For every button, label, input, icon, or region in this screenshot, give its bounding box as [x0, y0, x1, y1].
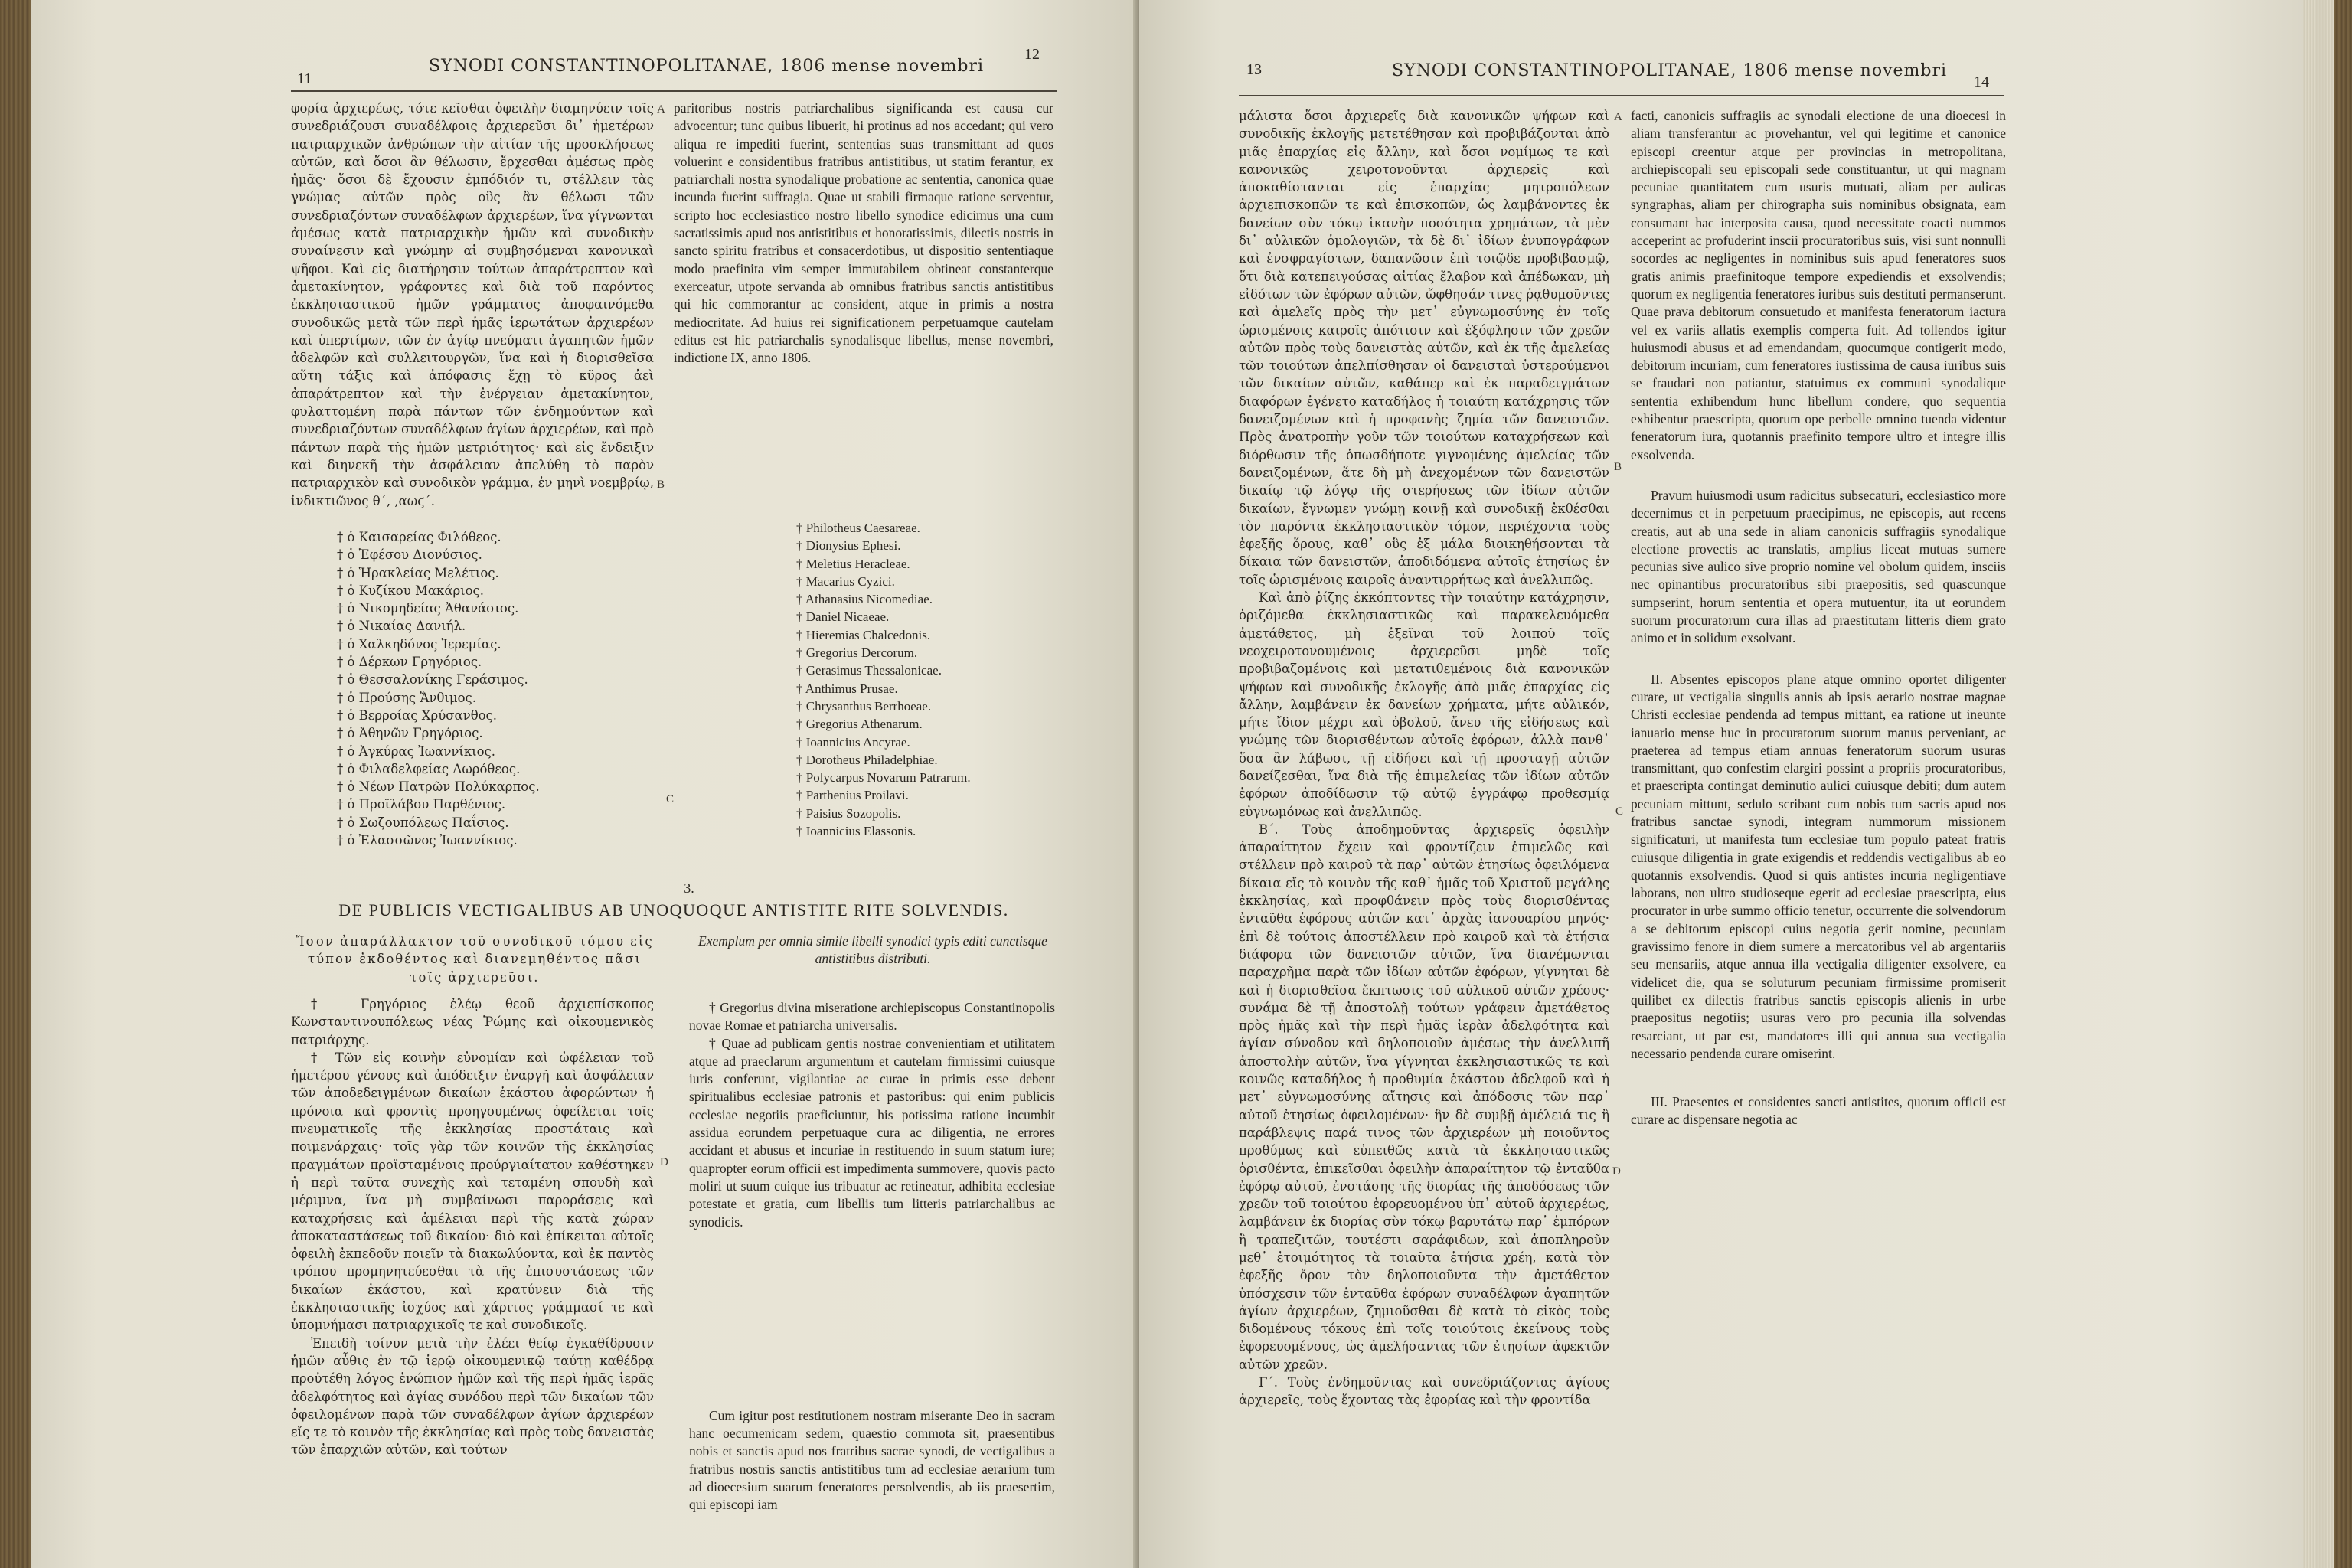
- latin-heading: [689, 933, 1057, 978]
- signature: † Ioannicius Ancyrae.: [796, 734, 910, 750]
- greek-paragraph: μάλιστα ὅσοι ἀρχιερεῖς διὰ κανονικῶν ψήφων καὶ συνοδικῆς ἐκλογῆς μετετέθησαν καὶ προβιβάζονται ἀπὸ μιᾶς ἐπαρχίας εἰς ἄλλην, καὶ ὅσοι νομίμως τε καὶ κανονικῶς χειροτονοῦνται ἀρχιερεῖς καὶ ἀποκαθίστανται εἰς ἐπαρχίας μητροπόλεων ἀρχιεπισκοπῶν τε καὶ ἐπισκοπῶν, ὡς λαμβάνοντες ἐκ δανείων σὺν τόκῳ ἱκανὴν ποσότητα χρημάτων, τὰ μὲν δι᾿ αὐλικῶν ὁμολογιῶν, τὰ δὲ δι᾿ ἰδίων ἐνυπογράφων καὶ ἐνσφραγίστων, δαπανῶσιν ἐπὶ τοιῷδε προβιβασμῷ, ὅτι διὰ κατεπειγούσας αἰτίας ἔλαβον καὶ ἀπέδωκαν, μὴ εἰδότων τῶν ἐφόρων αὐτῶν, ὥφθησάν τινες ῥᾳθυμοῦντες καὶ ἀμελεῖς πρὸς τὴν μετ᾿ εὐγνωμοσύνης ἐν τοῖς ὡρισμένοις καιροῖς ἀπότισιν καὶ ἐξόφλησιν τῶν χρεῶν αὐτῶν πρὸς τοὺς δανειστὰς αὐτῶν, καὶ ἐκ τῆς ἀμελείας τῶν τοιούτων ἀπελπίσθησαν οἱ δανεισταὶ ὑστερούμενοι τῶν δικαίων αὐτῶν, καθάπερ καὶ ἐκ παραδειγμάτων διαφόρων ἐγένετο καταδήλος ἡ τοιαύτη κατάχρησις τῶν δανειζομένων καὶ ἡ προφανὴς ζημία τῶν δανειστῶν. Πρὸς ἀνατροπὴν γοῦν τῶν τοιούτων καταχρήσεων καὶ διόρθωσιν τῆς ὁπωσδήποτε γιγνομένης ἀμελείας τῶν δανειζομένων, ἅτε δὴ μὴ ἀνεχομένων τῶν δανειστῶν δικαίῳ τῷ λόγῳ τῆς στερήσεως τῶν ἰδίων αὐτῶν δικαίων, ἔγνωμεν γνώμῃ κοινῇ καὶ συνοδικῇ ἐκθέσθαι τὸν παρόντα ἐκκλησιαστικὸν τόμον, περιέχοντα τοὺς ἐφεξῆς ὅρους, καθ᾿ οὓς ἐξ μάλα διοικηθήσονται τὰ δίκαια τῶν δανειστῶν, ἀποδιδόμενα αὐτοῖς ἐτησίως ἐν τοῖς ὡρισμένοις καιροῖς ἀναντιρρήτως καὶ ἀνελλιπῶς.: [1239, 109, 1609, 587]
- running-head-right: SYNODI CONSTANTINOPOLITANAE, 1806 mense novembri: [1392, 61, 1948, 80]
- signature: † Gregorius Dercorum.: [796, 645, 918, 661]
- greek-paragraph: Καὶ ἀπὸ ῥίζης ἐκκόπτοντες τὴν τοιαύτην κατάχρησιν, ὁριζόμεθα ἐκκλησιαστικῶς καὶ παρακελευόμεθα ἀμετάθετος, μὴ ἐξεῖναι τοῦ λοιποῦ τοῖς νεοχειροτονουμένοις ἀρχιερεῦσι μηδὲ τοῖς προβιβαζομένοις καὶ μετατιθεμένοις διὰ κανονικῶν ψήφων καὶ συνοδικῆς ἐκλογῆς ἀπὸ μιᾶς ἐπαρχίας εἰς ἄλλην, λαμβάνειν ἐκ δανείων χρήματα, μήτε αὐλικόν, μήτε ἴδιον μέχρι καὶ ὀβολοῦ, ἄνευ τῆς εἰδήσεως καὶ γνώμης τῶν διορισθέντων αὐτοῖς ἐφόρων, ἀλλὰ πανθ᾿ ὅσα ἂν λάβωσι, τῇ εἰδήσει καὶ τῇ προσταγῇ αὐτῶν δανείζεσθαι, ἵνα διὰ τῆς ἐπιμελείας τῶν ἰδίων αὐτῶν ἐφόρων ἀποδίδωσιν τῷ αὐτῷ ἐγγράφῳ προθεσμίᾳ εὐγνωμόνως καὶ ἀνελλιπῶς.: [1239, 590, 1609, 819]
- signature: † ὁ Χαλκηδόνος Ἱερεμίας.: [337, 636, 501, 652]
- greek-column-section3: [291, 995, 654, 1554]
- signature: † Meletius Heracleae.: [796, 556, 910, 571]
- signature: † ὁ Νικομηδείας Ἀθανάσιος.: [337, 601, 519, 616]
- signature: † Ioannicius Elassonis.: [796, 824, 916, 839]
- margin-letter-c: C: [666, 793, 675, 805]
- signature: † ὁ Ἀγκύρας Ἰωαννίκιος.: [337, 743, 496, 759]
- margin-letter-b: B: [657, 479, 665, 491]
- margin-letter-d: D: [660, 1156, 668, 1168]
- signature: † ὁ Θεσσαλονίκης Γεράσιμος.: [337, 672, 528, 688]
- signature: † ὁ Δέρκων Γρηγόριος.: [337, 655, 482, 670]
- signature: † Hieremias Chalcedonis.: [796, 627, 931, 642]
- signature: † Dionysius Ephesi.: [796, 538, 901, 554]
- greek-paragraph: † Γρηγόριος ἐλέῳ θεοῦ ἀρχιεπίσκοπος Κωνσταντινουπόλεως νέας Ῥώμης καὶ οἰκουμενικὸς πατριάρχης.: [291, 997, 654, 1047]
- page-number-14: 14: [1974, 74, 1989, 90]
- signature: † ὁ Φιλαδελφείας Δωρόθεος.: [337, 761, 521, 776]
- book-binding-left: [0, 0, 31, 1568]
- latin-paragraph: III. Praesentes et considentes sancti antistites, quorum officii est curare ac dispensare negotia ac: [1631, 1094, 2006, 1128]
- latin-heading-text: Exemplum per omnia simile libelli synodici typis editi cunctisque antistitibus distributi.: [698, 933, 1047, 967]
- latin-column-right: [1631, 107, 2006, 1554]
- signature: † ὁ Κυζίκου Μακάριος.: [337, 583, 485, 598]
- running-head-left: SYNODI CONSTANTINOPOLITANAE, 1806 mense novembri: [429, 57, 985, 76]
- signature: † ὁ Προϊλάβου Παρθένιος.: [337, 797, 506, 812]
- signature: † ὁ Ἐφέσου Διονύσιος.: [337, 547, 482, 563]
- book-binding-right: [2332, 0, 2352, 1568]
- signature: † ὁ Ἀθηνῶν Γρηγόριος.: [337, 726, 483, 741]
- signature: † Anthimus Prusae.: [796, 681, 898, 696]
- greek-column-right: [1239, 107, 1609, 1554]
- signature: † Chrysanthus Berrhoeae.: [796, 698, 932, 714]
- signature: † Gerasimus Thessalonicae.: [796, 663, 942, 678]
- greek-signatures: [291, 528, 643, 865]
- greek-paragraph: Ἐπειδὴ τοίνυν μετὰ τὴν ἐλέει θείῳ ἐγκαθίδρυσιν ἡμῶν αὖθις ἐν τῷ ἱερῷ οἰκουμενικῷ ταύτῃ καθέδρᾳ προὐτέθη λόγος ἐνώπιον ἡμῶν καὶ τῆς περὶ ἡμᾶς ἱερᾶς ἀδελφότητος καὶ ἁγίας συνόδου περὶ τῶν δικαίων τῶν ὀφειλομένων παρὰ τῶν συναδέλφων ἁγίων ἀρχιερέων εἴς τε τὸ κοινὸν τῆς ἐκκλησίας καὶ πρὸς τοὺς δανειστὰς τῶν ἐπαρχιῶν αὐτῶν, καὶ τούτων: [291, 1335, 654, 1458]
- latin-column-section3: [689, 999, 1055, 1554]
- greek-paragraph: Β΄. Τοὺς ἀποδημοῦντας ἀρχιερεῖς ὀφειλὴν ἀπαραίτητον ἔχειν καὶ φροντίζειν ἐπιμελῶς καὶ στέλλειν πρὸ καιροῦ τὰ παρ᾿ αὐτῶν ἐτησίως ὀφειλόμενα δίκαια εἴς τὸ κοινὸν τῆς καθ᾿ ἡμᾶς τοῦ Χριστοῦ μεγάλης ἐκκλησίας, καὶ προφθάνειν πρὸς τοὺς διορισθέντας ἐνταῦθα ἐφόρους αὐτῶν κατ᾿ ἀρχὰς ἰανουαρίου μηνός· ἐπὶ δὲ τούτοις ἀποστέλλειν πρὸ καιροῦ καὶ τὰ ἐτήσια διάφορα τῶν δανειστῶν αὐτῶν, ἵνα διανέμωνται παραχρῆμα παρὰ τῶν ἰδίων αὐτῶν ἐφόρων, γίγνηται δὲ καὶ ἡ διορισθεῖσα ἔκπτωσις τοῦ αὐλικοῦ αὐτῶν χρέους· συνάμα δὲ τῇ ἀποστολῇ τούτων γράφειν ἀμετάθετος πρὸς ἡμᾶς καὶ τὴν περὶ ἡμᾶς ἱερὰν ἀδελφότητα καὶ ἁγίαν σύνοδον καὶ δηλοποιοῦν ἀμέσως τὴν ἀνελλιπῆ ἀποστολὴν αὐτῶν, ἵνα γίγνηται ἐκκλησιαστικῶς τε καὶ κοινῶς καταδήλος ἡ προθυμία ἑκάστου ἀδελφοῦ καὶ ἡ μετ᾿ εὐγνωμοσύνης αἴτησις καὶ ἀπόδοσις τῶν παρ᾿ αὐτοῦ ἐτησίως ὀφειλομένων· ἢν δὲ συμβῇ ἀμέλειά τις ἢ παράβλεψις παρά τινος τῶν ἀρχιερέων μὴ ποιοῦντος προθύμως καὶ εὐπειθῶς κατὰ τὰ ἐκκλησιαστικῶς ὁρισθέντα, ἐπικεῖσθαι ὀφειλὴν ἀπαραίτητον τῷ ἐνταῦθα ἐφόρῳ αὐτοῦ, ἐνστάσης τῆς διορίας τῆς ἀποδόσεως τῶν χρεῶν τοῦ τοιούτου ἐφορευομένου ὑπ᾿ αὐτοῦ ἀρχιερέως, λαμβάνειν ἐκ διορίας σὺν τόκῳ βαρυτάτῳ παρ᾿ ἐμπόρων ἢ τραπεζιτῶν, τουτέστι σαράφιδων, καὶ ἀποπληροῦν μεθ᾿ ἑτοιμότητος τὰ τοιαῦτα ἐτήσια χρέη, κατὰ τὸν ἐφεξῆς ὅρον τὸν δηλοποιοῦντα τὴν ἀμετάθετον ὑπόσχεσιν τῶν ἐνταῦθα ἐφόρων συναδέλφων ἀγαπητῶν ἁγίων ἀρχιερέων, ζημιοῦσθαι δὲ κατὰ τὸ εἰκὸς τοὺς διδομένους τόκους ἐπὶ τοῖς τοιούτοις ἐκείνους τοὺς ἐφορευομένους, ὡς ἀμελήσαντας τῶν ἐτησίων ἀφεκτῶν αὐτῶν χρεῶν.: [1239, 822, 1609, 1372]
- signature: † ὁ Βερροίας Χρύσανθος.: [337, 707, 498, 723]
- signature: † ὁ Νέων Πατρῶν Πολύκαρπος.: [337, 779, 540, 795]
- latin-paragraph: facti, canonicis suffragiis ac synodali electione de una dioecesi in aliam transferantur ac provehantur, vel qui legitime et canonice episcopi creentur atque per provincias in metropolitana, archiepiscopali seu episcopali sede constituantur, ut qui magnam pecuniae quantitatem cum usuris mutuati, aliam per aulicas syngraphas, aliam per chirographa suis nominibus obsignata, eam consumant hac interposita causa, quod necessitate coacti nummos acceperint ac profuderint inscii procuratoribus suis, visi sunt nonnulli socordes ac negligentes in nominibus suis apud feneratores suos gratis animis praefinitoque tempore expediendis et exsolvendis; quorum ex negligentia feneratores iuribus suis destituti permanserunt. Quae prava debitorum consuetudo et manifesta feneratorum iactura vel ex variis allatis exemplis comperta fuit. Ad tollendos igitur huiusmodi abusus et ad emendandam, quocumque contigerit modo, debitorum incuriam, cum feneratores iustissima de causa iuribus suis se fraudari non patiantur, statuimus ex communi synodalique sententia exhibendum hunc libellum condere, quo sequentia exhibentur praescripta, quorum ope perbelle omnino tuenda videntur feneratorum iura, quotannis praefinito tempore ultro et integre illis exsolvenda.: [1631, 108, 2006, 462]
- latin-paragraph: Cum igitur post restitutionem nostram miserante Deo in sacram hanc oecumenicam sedem, quaestio commota sit, praesentibus nobis et sanctis apud nos fratribus sacrae synodi, de vectigalibus a fratribus nostris sanctis antistitibus tum ad ecclesiae aerarium tum ad dioecesium suarum feneratores persolvendis, ab iis praesertim, qui episcopi iam: [689, 1407, 1055, 1513]
- page-number-12: 12: [1024, 46, 1040, 63]
- signature: † Macarius Cyzici.: [796, 573, 895, 589]
- signature: † Parthenius Proilavi.: [796, 788, 909, 803]
- signature: † Athanasius Nicomediae.: [796, 592, 933, 607]
- signature: † ὁ Ἡρακλείας Μελέτιος.: [337, 565, 499, 580]
- book-page-edges: [2303, 0, 2334, 1568]
- greek-column-main: [291, 100, 654, 559]
- section-title: DE PUBLICIS VECTIGALIBUS AB UNOQUOQUE ANTISTITE RITE SOLVENDIS.: [338, 900, 1009, 920]
- header-rule-right: [1239, 95, 2004, 96]
- header-rule-left: [291, 90, 1057, 92]
- signature: † Daniel Nicaeae.: [796, 609, 890, 625]
- signature: † Gregorius Athenarum.: [796, 717, 923, 732]
- latin-paragraph: Pravum huiusmodi usum radicitus subsecaturi, ecclesiastico more decernimus et in perpetuum praecipimus, ne episcopis, aut recens creatis, aut ab una sede in aliam canonicis suffragiis synodalique electione provectis ac translatis, amplius liceat mutuas sumere pecunias sive aulico sive proprio nomine vel obolum quidem, insciis nec opinantibus procuratoribus sibi praepositis, sed quascunque sumpserint, horum sententia et opera mutuentur, ita ut eorundem suorum procuratorum cura illas ad praestitutam litteris diem grato animo et in solidum exsolvant.: [1631, 487, 2006, 646]
- margin-letter-d: D: [1612, 1165, 1621, 1178]
- latin-column-main: [674, 100, 1054, 528]
- greek-paragraph: † Τῶν εἰς κοινὴν εὐνομίαν καὶ ὠφέλειαν τοῦ ἡμετέρου γένους καὶ ἀπόδειξιν ἐναργῆ καὶ ἀσφάλειαν τῶν ἀποδεδειγμένων δικαίων ἑκάστου ἀφορώντων ἡ πρόνοια καὶ φροντὶς προηγουμένως ὀφείλεται τοῖς πνευματικοῖς τῆς ἐκκλησίας προστάταις καὶ ποιμενάρχαις· τοῖς γὰρ τῶν κοινῶν τῆς ἐκκλησίας πραγμάτων προϊσταμένοις προύργιαίτατον καθέστηκεν ἡ περὶ ταῦτα συνεχὴς καὶ τεταμένη σπουδὴ καὶ μέριμνα, ἵνα μὴ συμβαίνωσι παροράσεις καὶ καταχρήσεις καὶ ἀμέλειαι περὶ τῆς κατὰ χώραν ἀποκαταστάσεως τοῦ δικαίου· διὸ καὶ ἐπίκειται αὐτοῖς ὀφειλὴ ἐκπεδοῦν ποιεῖν τὰ διακωλύοντα, καὶ ἐκ παντὸς τρόπου προμηνητεύεσθαι τὰ τῆς ἐπισυστάσεως τῶν δικαίων ἑκάστου, καὶ κρατύνειν διὰ τῆς ἐκκλησιαστικῆς ἰσχύος καὶ χάριτος γράμμασί τε καὶ ὑπομνήμασι πατριαρχικοῖς τε καὶ συνοδικοῖς.: [291, 1050, 654, 1333]
- latin-paragraph: † Quae ad publicam gentis nostrae convenientiam et utilitatem atque ad praeclarum argumentum et cautelam firmissimi cuiusque iuris conferunt, vigilantiae ac curae in primis esse debent spiritualibus ecclesiae patronis et pastoribus: qui enim publicis ecclesiae negotiis praeficiuntur, his potissima ratione incumbit assidua eorundem perpetuaque cura ac diligentia, ne errores accidant et abusus et incuriae in restituendo in suum statum iure; quapropter eorum officii est impedimenta summovere, quovis pacto moliri ut suum cuique ius tribuatur ac retineatur, adhibita ecclesiae potestate et gratia, cum libellis tum litteris patriarchalibus ac synodicis.: [689, 1035, 1055, 1230]
- signature: † Paisius Sozopolis.: [796, 805, 901, 821]
- signature: † ὁ Καισαρείας Φιλόθεος.: [337, 530, 501, 544]
- latin-signatures: [766, 519, 1057, 871]
- latin-paragraph: † Gregorius divina miseratione archiepiscopus Constantinopolis novae Romae et patriarcha universalis.: [689, 1000, 1055, 1034]
- page-number-13: 13: [1246, 61, 1262, 78]
- margin-letter-a: A: [657, 103, 665, 116]
- latin-paragraph: paritoribus nostris patriarchalibus significanda est causa cur advocentur; tunc quibus libuerit, hi protinus ad nos accedant; qui vero aliqua re impediti fuerint, sententias suas transmittant ad quos voluerint e considentibus fratribus antistitibus, ut statim ferantur, ex patriarchali nostra synodalique probatione ac sententia, canonica quae incunda fuerint suffragia. Quae ut stabili firmaque ratione serventur, scripto hoc ecclesiastico nostro libello synodice edicimus una cum sacratissimis apud nos antistitibus et honoratissimis, dilectis nostris in sancto spiritu fratribus et consacerdotibus, ut dispositio sententiaque modo praefinita vim semper immutabilem obtineat constanterque exerceatur, utpote servanda ab omnibus fratribus sanctis antistitibus qui hic commorantur ac consident, atque in primis a nostra mediocritate. Ad huius rei significationem perpetuamque cautelam editus est hic patriarchalis synodalisque libellus, mense novembri, indictione IX, anno 1806.: [674, 100, 1054, 366]
- greek-paragraph: Γ΄. Τοὺς ἐνδημοῦντας καὶ συνεδριάζοντας ἁγίους ἀρχιερεῖς, τοὺς ἔχοντας τὰς ἐφορίας καὶ τὴν φροντίδα: [1239, 1375, 1609, 1408]
- latin-paragraph: II. Absentes episcopos plane atque omnino oportet diligenter curare, ut vectigalia singulis annis ab ipsis aerario nostrae magnae Christi ecclesiae pendenda ad tempus mittant, ea ratione ut ineunte ianuario mense huc in procuratorum suorum manus perveniant, ac praeterea ad tempus etiam annuas feneratorum suorum usuras transmittant, quo confestim elargiri possint a propriis procuratoribus, et praescripta contingat deminutio aulici cuiusque debiti; dum autem pecuniam mittunt, sedulo scribant cum nobis tum sacris apud nos fratribus sanctae synodi, integram nummorum missionem significaturi, ut manifesta tum ecclesiae tum populo pateat fratris cuiusque diligentia in grate exigendis et reddendis vectigalibus ab eo quotannis exsolvendis. Quod si quis antistes incuria negligentiave laborans, non ultro studioseque egerit ad ecclesiae praescripta, eius procurator in urbe summo officio tenetur, occurrente die solvendorum a se debitorum episcopi cuius negotia gerit nomine, pecuniam gravissimo fenore in diem sumere a mercatoribus vel ab argentariis seu mensariis, atque annua illa vectigalia diligenter exsolvere, ea videlicet die, qua se soluturum pecuniam firmissime promiserit quilibet ex dilectis fratribus sanctis episcopis alienis in urbe praepositus negotiis; usuras vero pro pecunia illa solvendas resarciant, ut par est, mandatores illi qui annua sua vectigalia necessario pendenda curare omiserint.: [1631, 671, 2006, 1061]
- margin-letter-a: A: [1614, 111, 1622, 123]
- right-page: [1139, 0, 2303, 1568]
- signature: † Philotheus Caesareae.: [796, 521, 920, 535]
- margin-letter-b: B: [1614, 461, 1622, 473]
- margin-letter-c: C: [1615, 805, 1624, 818]
- signature: † ὁ Ἐλασσῶνος Ἰωαννίκιος.: [337, 833, 518, 848]
- page-number-11: 11: [297, 70, 312, 87]
- section-number: 3.: [684, 880, 694, 896]
- greek-paragraph: φορία ἀρχιερέως, τότε κεῖσθαι ὀφειλὴν διαμηνύειν τοῖς συνεδριάζουσι συναδέλφοις ἀρχιερεῦσι δι᾿ ἡμετέρων πατριαρχικῶν ἀνθρώπων τὴν αἰτίαν τῆς προσκλήσεως αὐτῶν, καὶ ὅσοι ἂν θέλωσιν, ἔρχεσθαι ἀμέσως πρὸς ἡμᾶς· ὅσοι δὲ ἔχουσιν ἐμπόδιόν τι, στέλλειν τὰς γνώμας αὐτῶν πρὸς οὓς ἂν θέλωσι τῶν συνεδριαζόντων συναδέλφων ἀρχιερέων, ἵνα γίγνωνται ἀμέσως κατὰ πατριαρχικὴν ἡμῶν καὶ συνοδικὴν συναίνεσιν καὶ γνώμην αἱ συμβησόμεναι κανονικαὶ ψῆφοι. Καὶ εἰς διατήρησιν τούτων ἀπαράτρεπτον καὶ ἀμετακίνητον, γράφοντες καὶ διὰ τοῦ παρόντος ἐκκλησιαστικοῦ ἡμῶν γράμματος ἀποφαινόμεθα συνοδικῶς μετὰ τῶν περὶ ἡμᾶς ἱερωτάτων ἀρχιερέων καὶ ὑπερτίμων, τῶν ἐν ἁγίῳ πνεύματι ἀγαπητῶν ἡμῶν ἀδελφῶν καὶ συλλειτουργῶν, ἵνα καὶ ἡ διορισθεῖσα αὕτη τάξις καὶ ἀπόφασις ἔχῃ τὸ κῦρος ἀεὶ ἀπαράτρεπτον καὶ τὴν ἐνέργειαν ἀμετακίνητον, φυλαττομένη παρὰ πάντων τῶν ἐνδημούντων καὶ συνεδριαζόντων συναδέλφων ἁγίων ἀρχιερέων, καὶ πρὸ πάντων παρὰ τῆς ἡμῶν μετριότητος· καὶ εἰς ἔνδειξιν καὶ διηνεκῆ τὴν ἀσφάλειαν ἀπελύθη τὸ παρὸν πατριαρχικὸν καὶ συνοδικὸν γράμμα, ἐν μηνὶ νοεμβρίῳ, ἰνδικτιῶνος θ΄, ,αωϛ΄.: [291, 101, 654, 508]
- greek-heading-text: Ἴσον ἀπαράλλακτον τοῦ συνοδικοῦ τόμου εἰς τύπον ἐκδοθέντος καὶ διανεμηθέντος πᾶσι τοῖς ἀρχιερεῦσι.: [296, 934, 654, 985]
- signature: † ὁ Σωζουπόλεως Παΐσιος.: [337, 815, 509, 830]
- signature: † ὁ Προύσης Ἄνθιμος.: [337, 690, 477, 705]
- signature: † Dorotheus Philadelphiae.: [796, 752, 938, 767]
- signature: † ὁ Νικαίας Δανιήλ.: [337, 619, 466, 634]
- signature: † Polycarpus Novarum Patrarum.: [796, 770, 971, 786]
- left-page: [31, 0, 1139, 1568]
